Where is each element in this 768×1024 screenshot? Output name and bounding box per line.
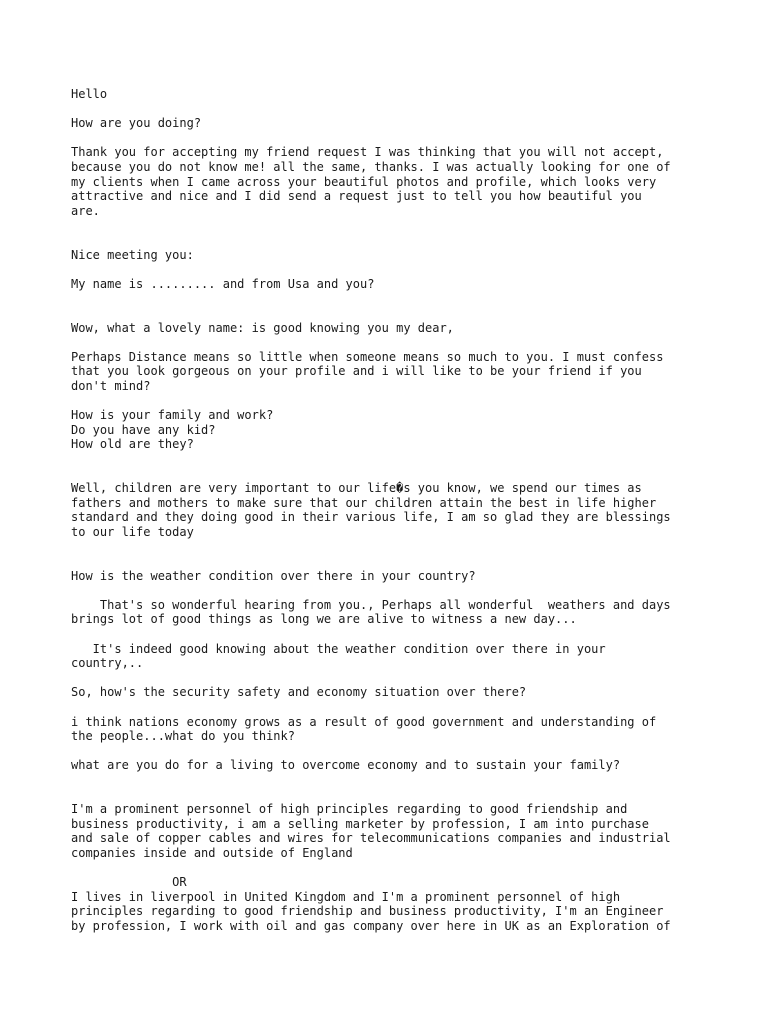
text-line [71,700,711,715]
text-line: business productivity, i am a selling marketer by profession, I am into purchase [71,816,649,831]
text-line: How are you doing? [71,116,202,131]
letter-text-body [71,87,711,933]
text-line [71,452,711,467]
text-line: the people...what do you think? [71,729,295,744]
text-line [71,335,711,350]
text-line: It's indeed good knowing about the weather condition over there in your [71,641,606,656]
text-line [71,671,711,686]
text-line [71,627,711,642]
text-line [71,131,711,146]
text-line: fathers and mothers to make sure that our children attain the best in life higher [71,495,657,510]
text-line: and sale of copper cables and wires for telecommunications companies and industrial [71,831,671,846]
text-line: i think nations economy grows as a result of good government and understanding of [71,714,657,729]
text-line: attractive and nice and I did send a request just to tell you how beautiful you [71,189,642,204]
text-line: Nice meeting you: [71,247,194,262]
text-line: So, how's the security safety and economy situation over there? [71,685,527,700]
text-line [71,788,711,803]
text-line: country,.. [71,656,144,671]
text-line: to our life today [71,524,194,539]
text-line [71,393,711,408]
text-line: I'm a prominent personnel of high principles regarding to good friendship and [71,802,628,817]
text-line [71,306,711,321]
text-line: How is the weather condition over there in your country? [71,568,476,583]
text-line [71,233,711,248]
text-line: OR [71,875,187,890]
text-line: That's so wonderful hearing from you., Perhaps all wonderful weathers and days [71,597,671,612]
text-line: what are you do for a living to overcome economy and to sustain your family? [71,758,621,773]
text-line: Well, children are very important to our life�s you know, we spend our times as [71,481,642,496]
text-line [71,773,711,788]
text-line: Thank you for accepting my friend request I was thinking that you will not accept, [71,145,664,160]
text-line [71,554,711,569]
text-line: don't mind? [71,378,151,393]
text-line: standard and they doing good in their various life, I am so glad they are blessings [71,510,671,525]
text-line: My name is ......... and from Usa and you? [71,276,375,291]
text-line [71,583,711,598]
text-line: are. [71,203,100,218]
text-line: I lives in liverpool in United Kingdom and I'm a prominent personnel of high [71,889,621,904]
text-line: my clients when I came across your beautiful photos and profile, which looks very [71,174,657,189]
text-line [71,466,711,481]
text-line [71,860,711,875]
text-line: because you do not know me! all the same, thanks. I was actually looking for one of [71,159,671,174]
text-line [71,218,711,233]
text-line: Do you have any kid? [71,422,216,437]
text-line: principles regarding to good friendship and business productivity, I'm an Engineer [71,904,664,919]
text-line [71,262,711,277]
text-line: Wow, what a lovely name: is good knowing you my dear, [71,320,454,335]
text-line: by profession, I work with oil and gas company over here in UK as an Exploration of [71,918,671,933]
text-line: that you look gorgeous on your profile and i will like to be your friend if you [71,364,642,379]
text-line [71,291,711,306]
text-line: How old are they? [71,437,194,452]
text-line [71,539,711,554]
text-line: How is your family and work? [71,408,274,423]
text-line: companies inside and outside of England [71,845,353,860]
text-line [71,102,711,117]
text-line: brings lot of good things as long we are alive to witness a new day... [71,612,577,627]
text-line: Hello [71,87,108,101]
text-line: Perhaps Distance means so little when someone means so much to you. I must confess [71,349,664,364]
text-line [71,744,711,759]
